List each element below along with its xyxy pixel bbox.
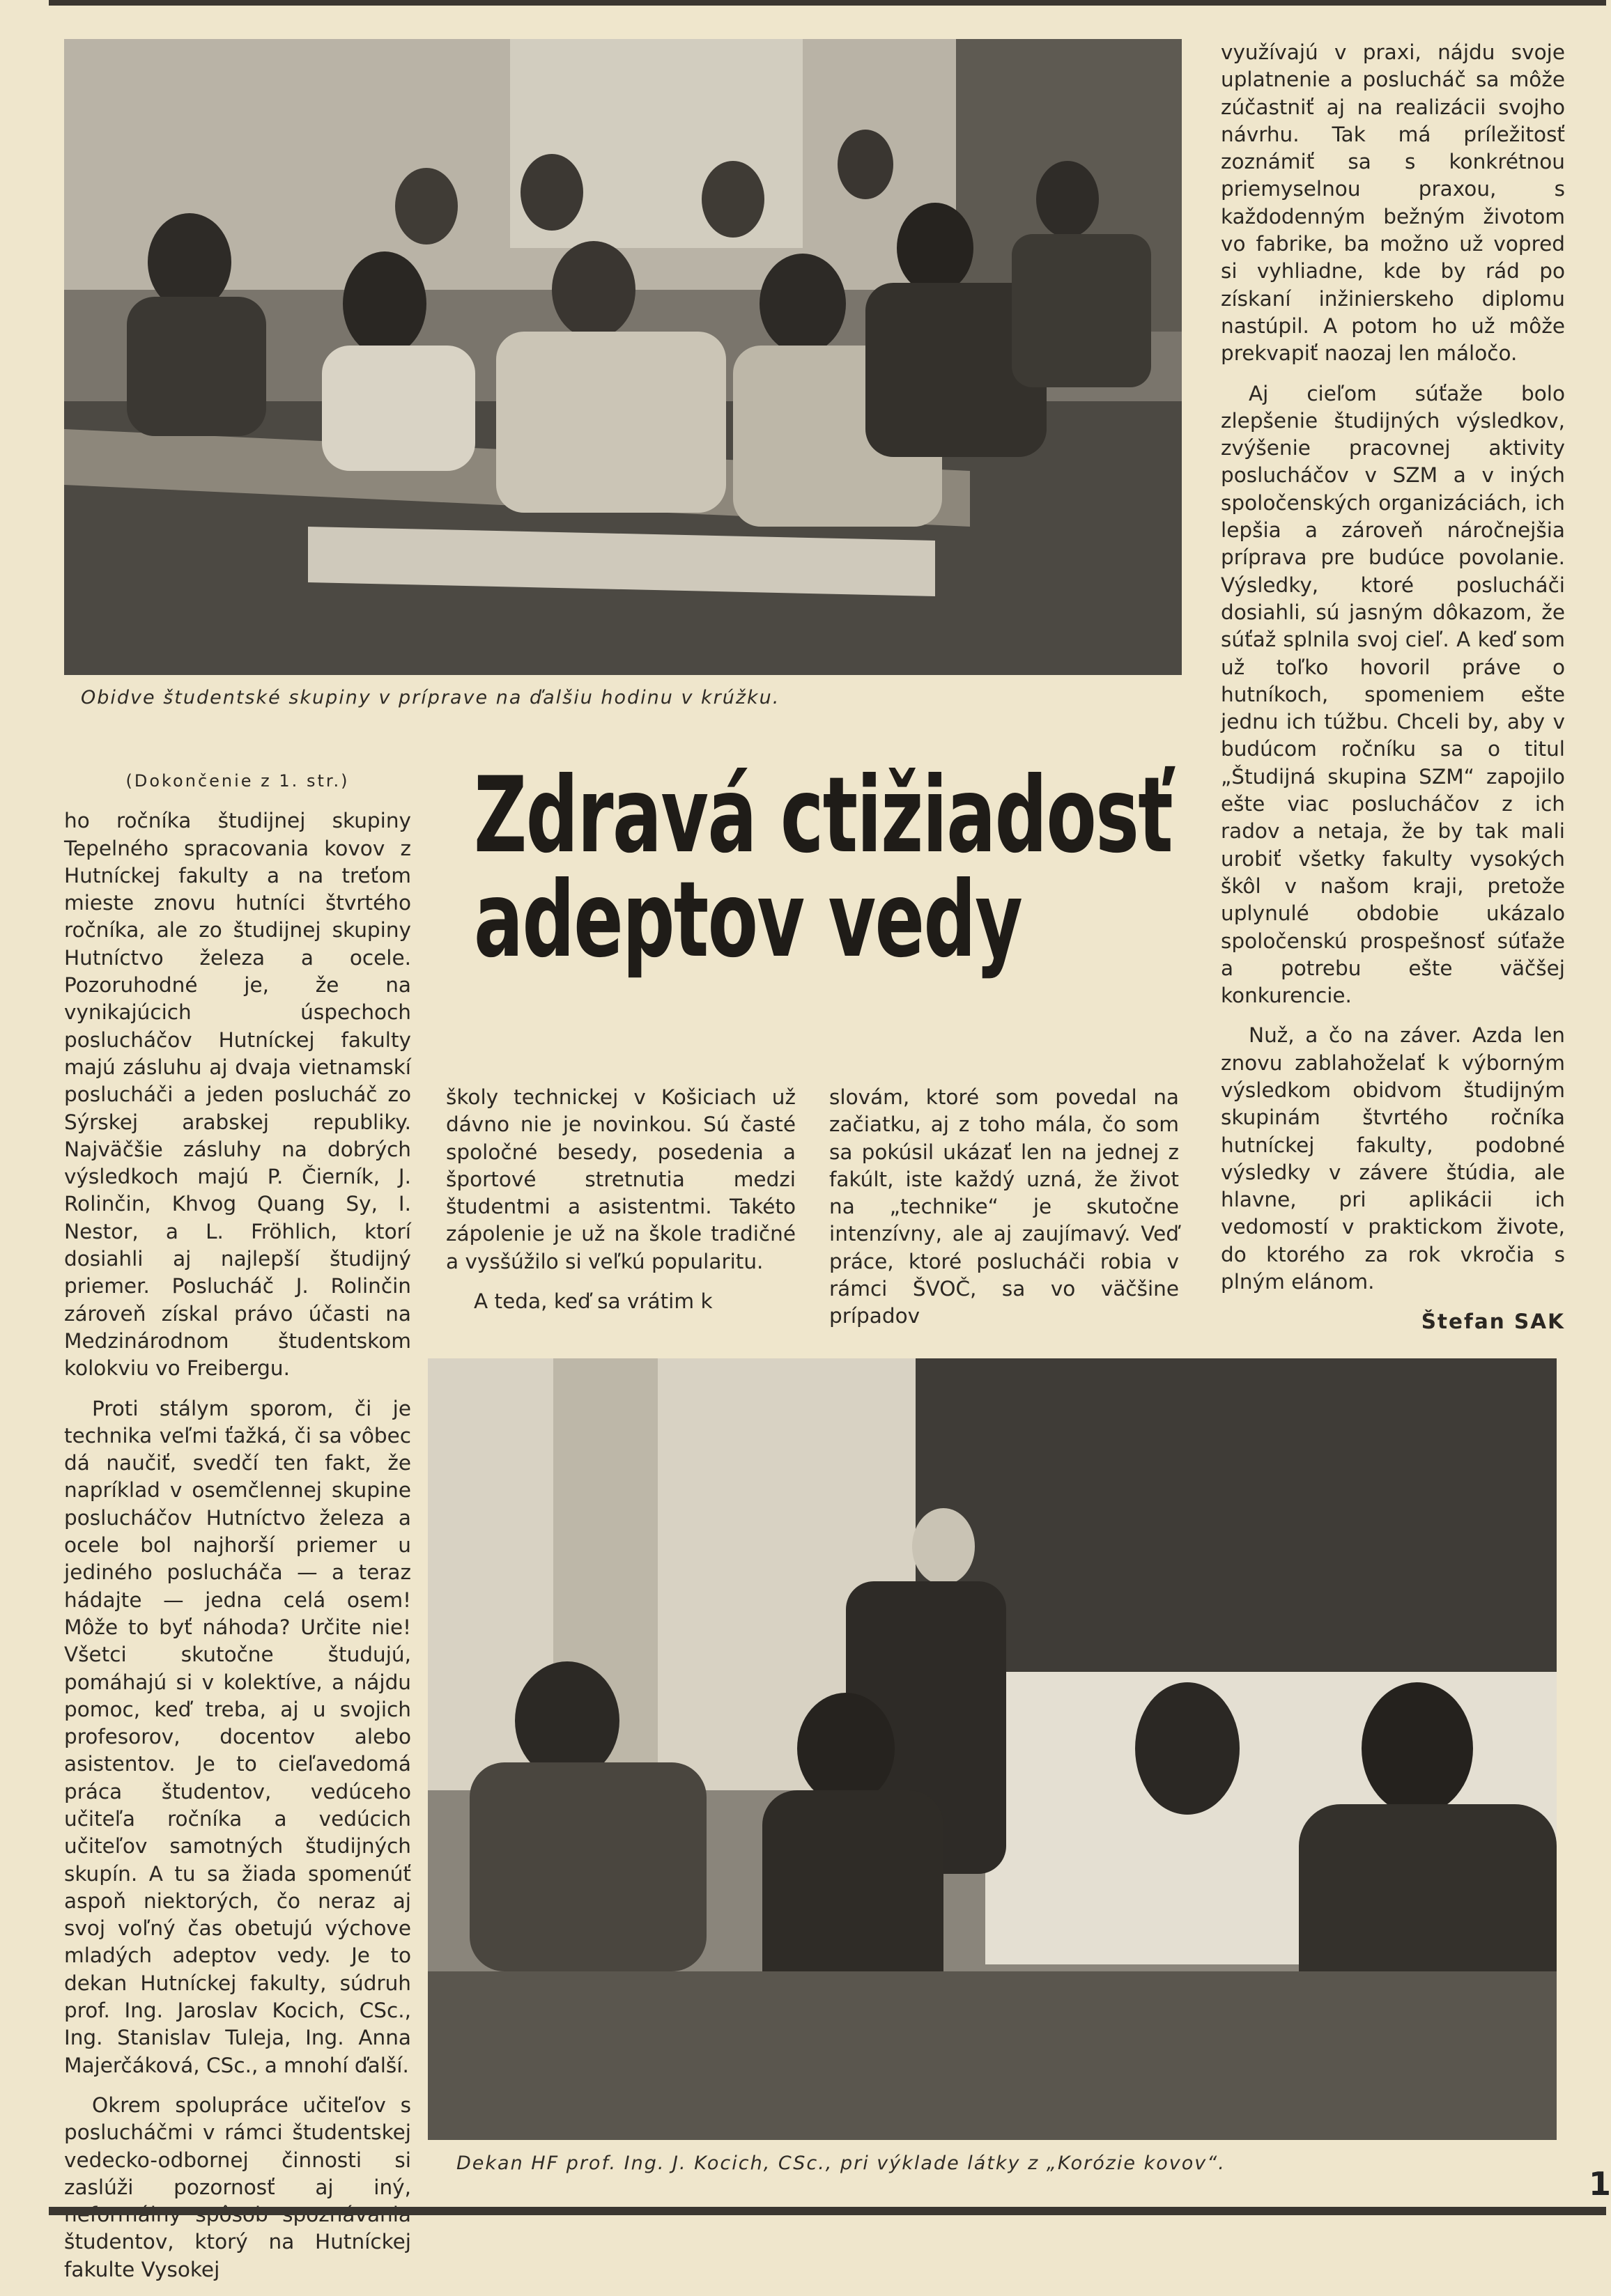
bottom-rule (49, 2207, 1606, 2215)
students-group-photo (64, 39, 1182, 675)
paragraph: využívajú v praxi, nájdu svoje uplatnenie a poslucháč sa môže zúčastniť aj na realizácii svojho návrhu. Tak má príležitosť zoznámiť sa s konkrétnou priemyselnou praxou, s každodenným bežným životom vo fabrike, ba možno už vopred si vyhliadne, kde by rád po získaní inžinierskeho diplomu nastúpil. A potom ho už môže prekvapiť naozaj len máločo. (1221, 40, 1565, 366)
lecture-photo (428, 1358, 1557, 2140)
paragraph: Proti stálym sporom, či je technika veľmi ťažká, či sa vôbec dá naučiť, svedčí ten fakt, že napríklad v osemčlennej skupine poslucháčov Hutníctvo železa a ocele bol najhorší priemer u jediného poslucháča — a teraz hádajte — jedna celá osem! Môže to byť náhoda? Určite nie! Všetci skutočne študujú, pomáhajú si v kolektíve, a nájdu pomoc, keď treba, aj u svojich profesorov, docentov alebo asistentov. Je to cieľavedomá práca študentov, vedúceho učiteľa ročníka a vedúcich učiteľov samotných študijných skupín. A tu sa žiada spomenúť aspoň niektorých, čo neraz aj svoj voľný čas obetujú výchove mladých adeptov vedy. Je to dekan Hutníckej fakulty, súdruh prof. Ing. Jaroslav Kocich, CSc., Ing. Stanislav Tuleja, Ing. Anna Majerčáková, CSc., a mnohí ďalší. (64, 1396, 411, 2077)
paragraph: Nuž, a čo na záver. Azda len znovu zablahoželať k výborným výsledkom obidvom študijným skupinám štvrtého ročníka hutníckej fakulty, podobné výsledky v závere štúdia, ale hlavne, pri aplikácii ich vedomostí v praktickom živote, do ktorého za rok vkročia s plným elánom. (1221, 1023, 1565, 1294)
middle-text-column-2 (829, 1084, 1179, 1343)
paragraph: A teda, keď sa vrátim k (474, 1289, 713, 1314)
left-text-column (64, 768, 411, 2296)
top-rule (49, 0, 1606, 6)
paragraph: školy technickej v Košiciach už dávno nie je novinkou. Sú časté spoločné besedy, posedenia a športové stretnutia medzi študentmi a asistentmi. Takéto zápolenie je už na škole tradičné a vysšúžilo si veľkú popularitu. (446, 1085, 796, 1273)
paragraph: Aj cieľom súťaže bolo zlepšenie študijných výsledkov, zvýšenie pracovnej aktivity poslucháčov v SZM a v iných spoločenských organizáciách, ich lepšia a zároveň náročnejšia príprava pre budúce povolanie. Výsledky, ktoré poslucháči dosiahli, sú jasným dôkazom, že súťaž splnila svoj cieľ. A keď som už toľko hovoril práve o hutníkoch, spomeniem ešte jednu ich túžbu. Chceli by, aby v budúcom ročníku sa o titul „Študijná skupina SZM“ zapojilo ešte viac poslucháčov z ich radov a netaja, že by tak mali urobiť všetky fakulty vysokých škôl v našom kraji, pretože uplynulé obdobie ukázalo spoločenskú prospešnosť súťaže a potrebu ešte väčšej konkurencie. (1221, 381, 1565, 1008)
article-author: Štefan SAK (1421, 1310, 1565, 1334)
right-text-column (1221, 39, 1565, 1336)
paragraph: Okrem spolupráce učiteľov s poslucháčmi v rámci študentskej vedecko-odbornej činnosti si zaslúži pozornosť aj iný, študentov, ktorý na Hutníckej fakulte Vysokej (64, 2093, 411, 2281)
top-photo-caption: Obidve študentské skupiny v príprave na ďalšiu hodinu v krúžku. (81, 687, 780, 708)
paragraph: slovám, ktoré som povedal na začiatku, aj z toho mála, čo som sa pokúsil ukázať len na jednej z fakúlt, iste každý uzná, že život na „technike“ je skutočne intenzívny, ale aj zaujímavý. Veď práce, ktoré poslucháči robia v rámci ŠVOČ, sa vo väčšine prípadov (829, 1085, 1179, 1328)
middle-text-column-1 (446, 1084, 796, 1328)
paragraph: ho ročníka študijnej skupiny Tepelného spracovania kovov z Hutníckej fakulty a na treťom mieste znovu hutníci štvrtého ročníka, ale zo študijnej skupiny Hutníctvo železa a ocele. Pozoruhodné je, že na vynikajúcich úspechoch poslucháčov Hutníckej fakulty majú zásluhu aj dvaja vietnamskí poslucháči a jeden poslucháč zo Sýrskej arabskej republiky. Najväčšie zásluhy na dobrých výsledkoch majú P. Čierník, J. Rolinčin, Khvog Quang Sy, I. Nestor, a L. Fröhlich, ktorí dosiahli aj najlepší študijný priemer. Poslucháč J. Rolinčin zároveň získal právo účasti na Medzinárodnom študentskom kolokviu vo Freibergu. (64, 809, 411, 1381)
bottom-photo-caption: Dekan HF prof. Ing. J. Kocich, CSc., pri výklade látky z „Korózie kovov“. (456, 2152, 1226, 2174)
headline-line-2: adeptov vedy (474, 860, 1022, 981)
page-number: 1 (1589, 2165, 1611, 2203)
headline-line-1: Zdravá ctižiadosť (474, 755, 1173, 876)
continuation-note: (Dokončenie z 1. str.) (125, 771, 350, 791)
article-headline (474, 755, 1173, 981)
